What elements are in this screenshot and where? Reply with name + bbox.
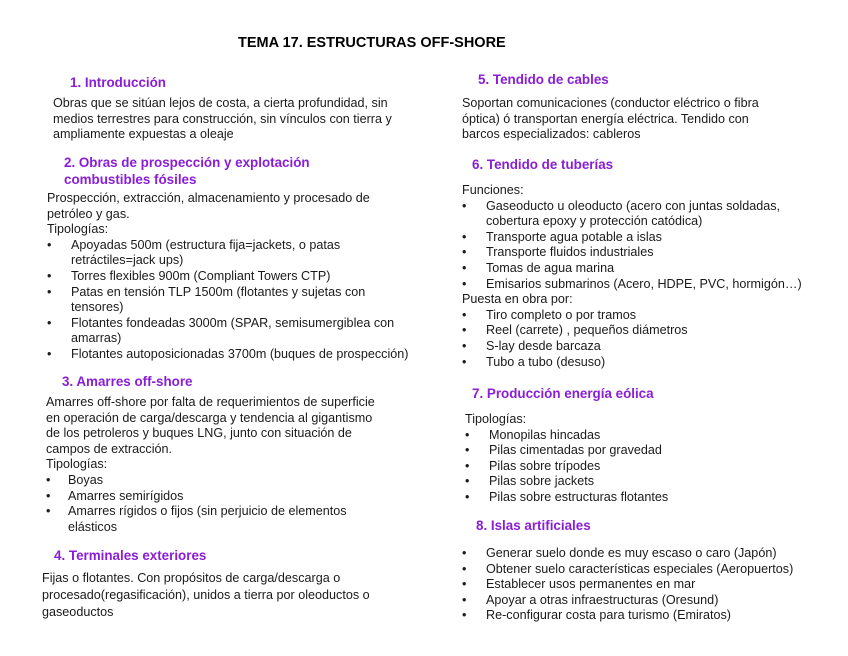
list-item: • S-lay desde barcaza — [462, 339, 802, 355]
list-item: • Amarres rígidos o fijos (sin perjuicio de elementos elásticos — [46, 504, 375, 535]
section-heading-prospeccion: 2. Obras de prospección y explotación combustibles fósiles — [64, 155, 310, 187]
section-heading-tuberias: 6. Tendido de tuberías — [472, 157, 614, 172]
section-body-islas — [462, 546, 793, 624]
list-item: • Tomas de agua marina — [462, 261, 802, 277]
list-item: • Emisarios submarinos (Acero, HDPE, PVC, hormigón…) — [462, 277, 802, 293]
list-item: • Apoyadas 500m (estructura fija=jackets, o patas retráctiles=jack ups) — [47, 238, 408, 269]
section-heading-eolica: 7. Producción energía eólica — [472, 386, 654, 401]
bullet-list-puesta-en-obra — [462, 308, 802, 370]
list-item: • Pilas sobre jackets — [465, 474, 668, 490]
bullet-list-amarres — [46, 473, 375, 535]
section-text-introduccion: Obras que se sitúan lejos de costa, a cierta profundidad, sin medios terrestres para construcción, sin vínculos con tierra y ampliamente expuestas a oleaje — [53, 96, 392, 142]
section-body-eolica: Tipologías: • Monopilas hincadas • Pilas cimentadas por gravedad • Pilas sobre trípodes • Pilas sobre jackets • Pilas sobre estructuras flotantes — [465, 412, 668, 506]
section-text-cables: Soportan comunicaciones (conductor eléctrico o fibra óptica) ó transportan energía eléctrica. Tendido con barcos especializados: cableros — [462, 96, 759, 142]
bullet-list-prospeccion — [47, 238, 408, 363]
list-item: • Flotantes autoposicionadas 3700m (buques de prospección) — [47, 347, 408, 363]
section-body-amarres: Amarres off-shore por falta de requerimientos de superficie en operación de carga/descarga y tendencia al gigantismo de los petroleros y buques LNG, junto con situación de campos de extracción. Tipologías: • Boyas • Amarres semirígidos • Amarres rígidos o fijos (sin perjuicio de elementos elásticos — [46, 395, 375, 535]
list-item: • Reel (carrete) , pequeños diámetros — [462, 323, 802, 339]
bullet-list-islas — [462, 546, 793, 624]
list-item: • Tiro completo o por tramos — [462, 308, 802, 324]
section-heading-amarres: 3. Amarres off-shore — [62, 374, 193, 389]
bullet-list-funciones — [462, 199, 802, 293]
page-title: TEMA 17. ESTRUCTURAS OFF-SHORE — [238, 35, 506, 51]
list-item: • Patas en tensión TLP 1500m (flotantes y sujetas con tensores) — [47, 285, 408, 316]
list-item: • Establecer usos permanentes en mar — [462, 577, 793, 593]
list-item: • Tubo a tubo (desuso) — [462, 355, 802, 371]
list-item: • Amarres semirígidos — [46, 489, 375, 505]
bullet-list-eolica — [465, 428, 668, 506]
list-item: • Gaseoducto u oleoducto (acero con juntas soldadas, cobertura epoxy y protección catódica) — [462, 199, 802, 230]
section-heading-terminales: 4. Terminales exteriores — [54, 548, 207, 563]
section-text-terminales: Fijas o flotantes. Con propósitos de carga/descarga o procesado(regasificación), unidos a tierra por oleoductos o gaseoductos — [42, 571, 370, 619]
list-item: • Pilas sobre trípodes — [465, 459, 668, 475]
list-item: • Pilas cimentadas por gravedad — [465, 443, 668, 459]
section-body-prospeccion: Prospección, extracción, almacenamiento y procesado de petróleo y gas. Tipologías: • Apoyadas 500m (estructura fija=jackets, o patas retráctiles=jack ups) • Torres flexibles 900m (Compliant Towers CTP) • Patas en tensión TLP 1500m (flotantes y sujetas con tensores) • Flotantes fondeadas 3000m (SPAR, semisumergiblea con amarras) • Flotantes autoposicionadas 3700m (buques de prospección) — [47, 191, 408, 363]
list-item: • Monopilas hincadas — [465, 428, 668, 444]
section-heading-cables: 5. Tendido de cables — [478, 72, 609, 87]
list-item: • Generar suelo donde es muy escaso o caro (Japón) — [462, 546, 793, 562]
list-item: • Re-configurar costa para turismo (Emiratos) — [462, 608, 793, 624]
section-heading-introduccion: 1. Introducción — [70, 75, 166, 90]
list-item: • Obtener suelo características especiales (Aeropuertos) — [462, 562, 793, 578]
list-item: • Transporte fluidos industriales — [462, 245, 802, 261]
list-item: • Flotantes fondeadas 3000m (SPAR, semisumergiblea con amarras) — [47, 316, 408, 347]
list-item: • Apoyar a otras infraestructuras (Oresund) — [462, 593, 793, 609]
list-item: • Transporte agua potable a islas — [462, 230, 802, 246]
list-item: • Pilas sobre estructuras flotantes — [465, 490, 668, 506]
list-item: • Torres flexibles 900m (Compliant Towers CTP) — [47, 269, 408, 285]
list-item: • Boyas — [46, 473, 375, 489]
section-body-tuberias: Funciones: • Gaseoducto u oleoducto (acero con juntas soldadas, cobertura epoxy y protección catódica) • Transporte agua potable a islas • Transporte fluidos industriales • Tomas de agua marina • Emisarios submarinos (Acero, HDPE, PVC, hormigón…) Puesta en obra por: • Tiro completo o por tramos • Reel (carrete) , pequeños diámetros • S-lay desde barcaza • Tubo a tubo (desuso) — [462, 183, 802, 370]
section-heading-islas: 8. Islas artificiales — [476, 518, 591, 533]
